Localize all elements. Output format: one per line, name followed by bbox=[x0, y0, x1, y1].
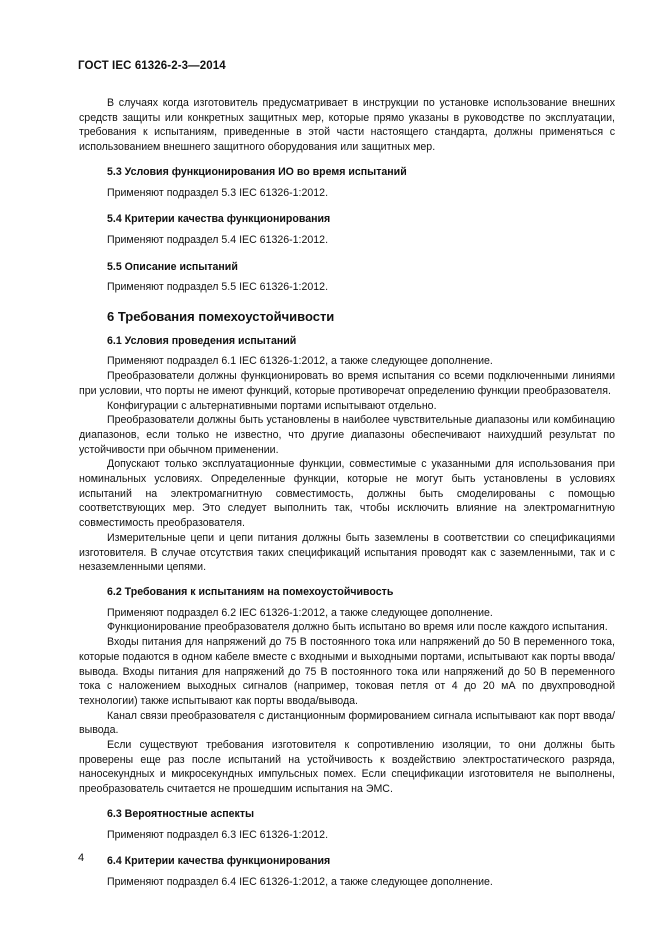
paragraph-5-5: Применяют подраздел 5.5 IEC 61326-1:2012. bbox=[107, 281, 329, 294]
heading-5-3: 5.3 Условия функционирования ИО во время испытаний bbox=[107, 165, 407, 178]
paragraph-6-1-3: Конфигурации с альтернативными портами испытывают отдельно. bbox=[107, 399, 437, 412]
paragraph-6-2-4: Канал связи преобразователя с дистанционным формированием сигнала испытывают как порт ввода/вывода. bbox=[79, 709, 615, 737]
paragraph-6-1-5: Допускают только эксплуатационные функции, совместимые с указанными для использования при номинальных условиях. Определенные функции, которые не могут быть установлены в условиях испытаний на электромагнитную совместимость, должны быть смоделированы с помощью соответствующих мер. Это следует выполнить так, чтобы исключить влияние на электромагнитную совместимость преобразователя. bbox=[79, 458, 615, 530]
heading-6: 6 Требования помехоустойчивости bbox=[107, 309, 335, 325]
intro-paragraph: В случаях когда изготовитель предусматривает в инструкции по установке использование внешних средств защиты или конкретных защитных мер, которые прямо указаны в руководстве по эксплуатации, требования к испытаниям, приведенные в этой части настоящего стандарта, должны применяться с использованием внешнего защитного оборудования или защитных мер. bbox=[79, 97, 615, 154]
paragraph-6-1-1: Применяют подраздел 6.1 IEC 61326-1:2012, а также следующее дополнение. bbox=[107, 355, 493, 368]
heading-6-4: 6.4 Критерии качества функционирования bbox=[107, 855, 331, 868]
paragraph-6-2-1: Применяют подраздел 6.2 IEC 61326-1:2012, а также следующее дополнение. bbox=[107, 606, 493, 619]
page-content bbox=[79, 96, 615, 890]
page-number: 4 bbox=[78, 852, 85, 864]
heading-6-3: 6.3 Вероятностные аспекты bbox=[107, 807, 255, 820]
paragraph-6-2-2: Функционирование преобразователя должно быть испытано во время или после каждого испытания. bbox=[107, 621, 608, 634]
paragraph-6-4: Применяют подраздел 6.4 IEC 61326-1:2012, а также следующее дополнение. bbox=[107, 875, 493, 888]
paragraph-6-3: Применяют подраздел 6.3 IEC 61326-1:2012. bbox=[107, 828, 329, 841]
paragraph-6-1-4: Преобразователи должны быть установлены в наиболее чувствительные диапазоны или комбинацию диапазонов, если только не известно, что другие диапазоны обеспечивают наихудший результат по устойчивости при обычном применении. bbox=[79, 414, 615, 456]
paragraph-6-2-3: Входы питания для напряжений до 75 В постоянного тока или напряжений до 50 В переменного тока, которые подаются в одном кабеле вместе с входными и выходными портами, испытывают как порты ввода/вывода. Входы питания для напряжений до 75 В постоянного тока или напряжений до 50 В переменного тока с наложением выходных сигналов (например, токовая петля от 4 до 20 мА по двухпроводной технологии) также испытывают как порты ввода/вывода. bbox=[79, 636, 615, 707]
heading-5-4: 5.4 Критерии качества функционирования bbox=[107, 213, 331, 226]
paragraph-5-3: Применяют подраздел 5.3 IEC 61326-1:2012. bbox=[107, 186, 329, 199]
standard-header: ГОСТ IEC 61326-2-3—2014 bbox=[78, 60, 226, 72]
paragraph-6-1-6: Измерительные цепи и цепи питания должны быть заземлены в соответствии со спецификациями изготовителя. В случае отсутствия таких спецификаций испытания проводят как с заземленными, так и с незаземленными цепями. bbox=[79, 531, 615, 574]
paragraph-5-4: Применяют подраздел 5.4 IEC 61326-1:2012. bbox=[107, 233, 329, 246]
heading-6-1: 6.1 Условия проведения испытаний bbox=[107, 334, 297, 347]
paragraph-6-2-5: Если существуют требования изготовителя к сопротивлению изоляции, то они должны быть проверены еще раз после испытаний на устойчивость к воздействию электростатического разряда, наносекундных и микросекундных импульсных помех. Если спецификации изготовителя не выполнены, преобразователь считается не прошедшим испытания на ЭМС. bbox=[79, 739, 615, 796]
heading-6-2: 6.2 Требования к испытаниям на помехоустойчивость bbox=[107, 585, 394, 598]
heading-5-5: 5.5 Описание испытаний bbox=[107, 260, 238, 273]
paragraph-6-1-2: Преобразователи должны функционировать во время испытания со всеми подключенными линиями при условии, что порты не имеют функций, которые противоречат определению функции преобразователя. bbox=[79, 370, 615, 397]
